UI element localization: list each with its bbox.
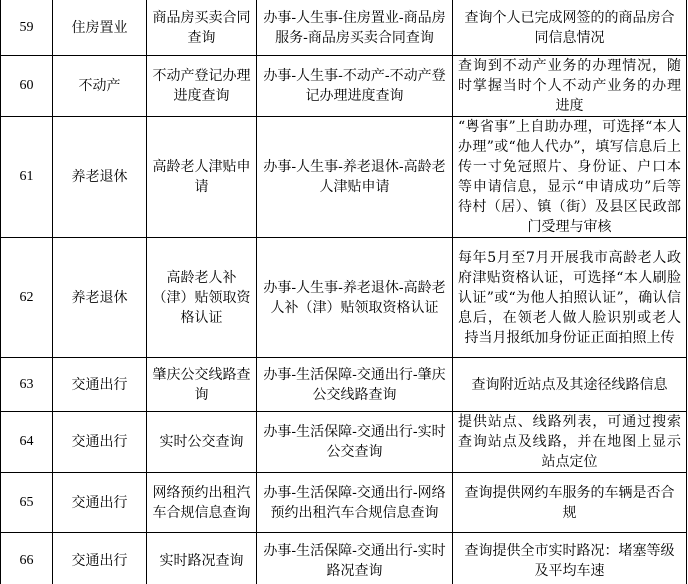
row-description: 查询附近站点及其途径线路信息 — [453, 358, 687, 412]
row-item: 商品房买卖合同查询 — [147, 0, 257, 56]
row-number: 60 — [1, 56, 53, 117]
row-number: 61 — [1, 117, 53, 238]
table-row — [1, 56, 687, 117]
row-description: “粤省事”上自助办理，可选择“本人办理”或“他人代办”，填写信息后上传一寸免冠照片、身份证、户口本等申请信息，显示“申请成功”后等待村（居）、镇（街）及县区民政部门受理与审核 — [453, 117, 687, 238]
row-category: 交通出行 — [53, 358, 147, 412]
row-description: 查询提供全市实时路况：堵塞等级及平均车速 — [453, 533, 687, 584]
table-row — [1, 358, 687, 412]
row-category: 养老退休 — [53, 117, 147, 238]
row-description: 提供站点、线路列表，可通过搜索查询站点及线路，并在地图上显示站点定位 — [453, 412, 687, 473]
row-description: 每年5月至7月开展我市高龄老人政府津贴资格认证，可选择“本人刷脸认证”或“为他人拍照认证”，确认信息后，在领老人做人脸识别或老人持当月报纸加身份证正面拍照上传 — [453, 238, 687, 358]
row-description: 查询提供网约车服务的车辆是否合规 — [453, 473, 687, 533]
row-path: 办事-生活保障-交通出行-实时路况查询 — [257, 533, 453, 584]
row-path: 办事-生活保障-交通出行-实时公交查询 — [257, 412, 453, 473]
row-item: 高龄老人补（津）贴领取资格认证 — [147, 238, 257, 358]
row-category: 交通出行 — [53, 533, 147, 584]
row-item: 实时路况查询 — [147, 533, 257, 584]
table-row — [1, 0, 687, 56]
row-category: 交通出行 — [53, 473, 147, 533]
table-row — [1, 238, 687, 358]
row-category: 不动产 — [53, 56, 147, 117]
row-item: 不动产登记办理进度查询 — [147, 56, 257, 117]
row-number: 65 — [1, 473, 53, 533]
row-path: 办事-人生事-住房置业-商品房服务-商品房买卖合同查询 — [257, 0, 453, 56]
row-number: 62 — [1, 238, 53, 358]
row-path: 办事-生活保障-交通出行-肇庆公交线路查询 — [257, 358, 453, 412]
row-description: 查询个人已完成网签的的商品房合同信息情况 — [453, 0, 687, 56]
row-path: 办事-生活保障-交通出行-网络预约出租汽车合规信息查询 — [257, 473, 453, 533]
row-number: 64 — [1, 412, 53, 473]
row-number: 66 — [1, 533, 53, 584]
row-category: 交通出行 — [53, 412, 147, 473]
row-item: 肇庆公交线路查询 — [147, 358, 257, 412]
row-number: 63 — [1, 358, 53, 412]
table-row — [1, 117, 687, 238]
row-item: 网络预约出租汽车合规信息查询 — [147, 473, 257, 533]
table-row — [1, 533, 687, 584]
table-row — [1, 412, 687, 473]
row-path: 办事-人生事-养老退休-高龄老人津贴申请 — [257, 117, 453, 238]
row-path: 办事-人生事-不动产-不动产登记办理进度查询 — [257, 56, 453, 117]
row-path: 办事-人生事-养老退休-高龄老人补（津）贴领取资格认证 — [257, 238, 453, 358]
row-item: 高龄老人津贴申请 — [147, 117, 257, 238]
table-row — [1, 473, 687, 533]
row-description: 查询到不动产业务的办理情况，随时掌握当时个人不动产业务的办理进度 — [453, 56, 687, 117]
row-category: 养老退休 — [53, 238, 147, 358]
row-item: 实时公交查询 — [147, 412, 257, 473]
row-category: 住房置业 — [53, 0, 147, 56]
row-number: 59 — [1, 0, 53, 56]
